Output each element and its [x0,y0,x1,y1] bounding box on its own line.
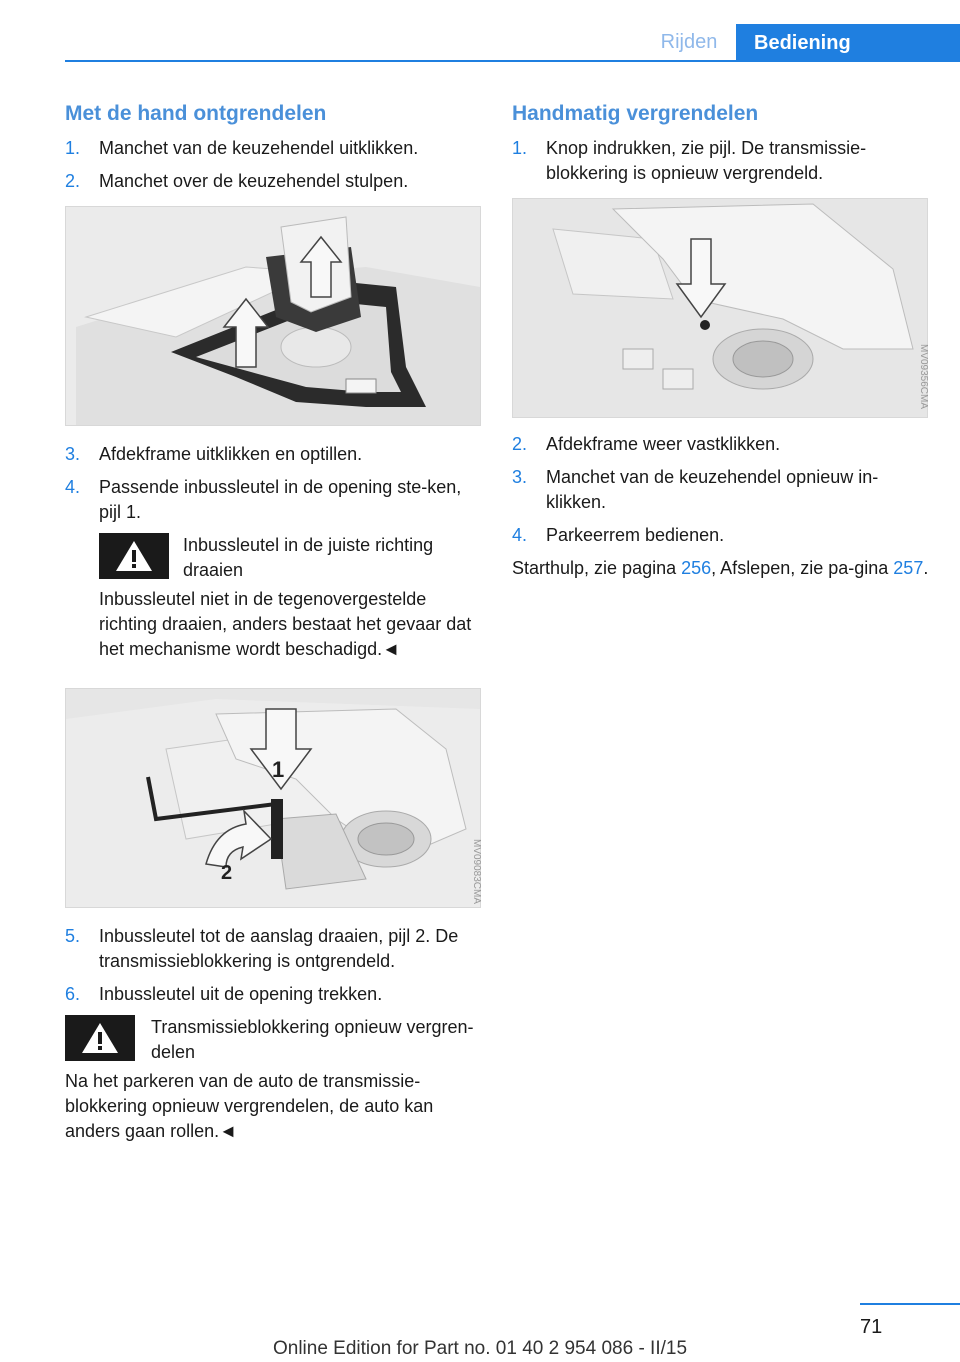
step-item [512,523,932,548]
step-text: Inbussleutel tot de aanslag draaien, pijl 2. De transmissieblokkering is ontgrendeld. [99,926,459,971]
step-number: 3. [512,467,528,487]
page-link-257[interactable]: 257 [893,558,924,578]
step-item [65,982,483,1007]
figure-lock-button [512,198,928,418]
step-number: 4. [65,477,81,497]
step-item [65,924,483,974]
step-item [65,475,483,525]
step-number: 6. [65,984,81,1004]
warning-title: Inbussleutel in de juiste richting draaien [183,535,434,580]
warning-text: Na het parkeren van de auto de transmissie-blokkering opnieuw vergrendelen, de auto kan anders gaan rollen.◄ [65,1071,434,1141]
arrow-label-1: 1 [272,757,285,782]
step-text: Manchet van de keuzehendel opnieuw in-klikken. [546,467,879,512]
reference-text: . [923,558,929,578]
warning-triangle-icon [65,1015,135,1061]
step-item [65,442,483,467]
section-title-lock: Handmatig vergrendelen [512,102,759,125]
step-text: Afdekframe weer vastklikken. [546,434,781,454]
warning-box [65,1015,483,1065]
footer-rule [860,1303,960,1305]
edition-footer: Online Edition for Part no. 01 40 2 954 086 - II/15 [272,1338,688,1359]
step-item [65,136,483,161]
step-number: 3. [65,444,81,464]
warning-box [99,533,483,583]
figure-code: MV09083CMA [471,839,482,905]
step-number: 2. [512,434,528,454]
step-item [65,169,483,194]
warning-triangle-icon [99,533,169,579]
arrow-label-2: 2 [221,862,233,884]
step-item [512,136,932,186]
figure-gear-lever-boot [65,206,481,426]
step-number: 2. [65,171,81,191]
step-text: Manchet over de keuzehendel stulpen. [99,171,409,191]
step-number: 1. [512,138,528,158]
left-column [65,100,483,1144]
step-number: 1. [65,138,81,158]
right-column [512,100,932,581]
step-text: Afdekframe uitklikken en optillen. [99,444,363,464]
step-text: Passende inbussleutel in de opening ste-ken, pijl 1. [99,477,462,522]
step-text: Inbussleutel uit de opening trekken. [99,984,383,1004]
step-text: Knop indrukken, zie pijl. De transmissie-blokkering is opnieuw vergrendeld. [546,138,867,183]
page-number: 71 [860,1316,883,1338]
step-item [512,432,932,457]
step-number: 4. [512,525,528,545]
reference-text: Starthulp, zie pagina [512,558,682,578]
step-text: Parkeerrem bedienen. [546,525,725,545]
section-title-unlock: Met de hand ontgrendelen [65,102,327,125]
tab-bediening[interactable]: Bediening [736,24,960,62]
figure-code: MV09356CMA [918,344,929,410]
figure-hex-key-insertion [65,688,481,908]
step-item [512,465,932,515]
page-link-256[interactable]: 256 [681,558,712,578]
step-number: 5. [65,926,81,946]
step-text: Manchet van de keuzehendel uitklikken. [99,138,419,158]
warning-title: Transmissieblokkering opnieuw vergren-delen [151,1017,474,1062]
warning-text: Inbussleutel niet in de tegenovergestelde richting draaien, anders bestaat het gevaar dat het mechanisme wordt beschadigd.◄ [99,589,472,659]
cross-reference [512,556,932,581]
tab-rijden[interactable]: Rijden [660,30,718,53]
reference-text: , Afslepen, zie pa-gina [711,558,894,578]
